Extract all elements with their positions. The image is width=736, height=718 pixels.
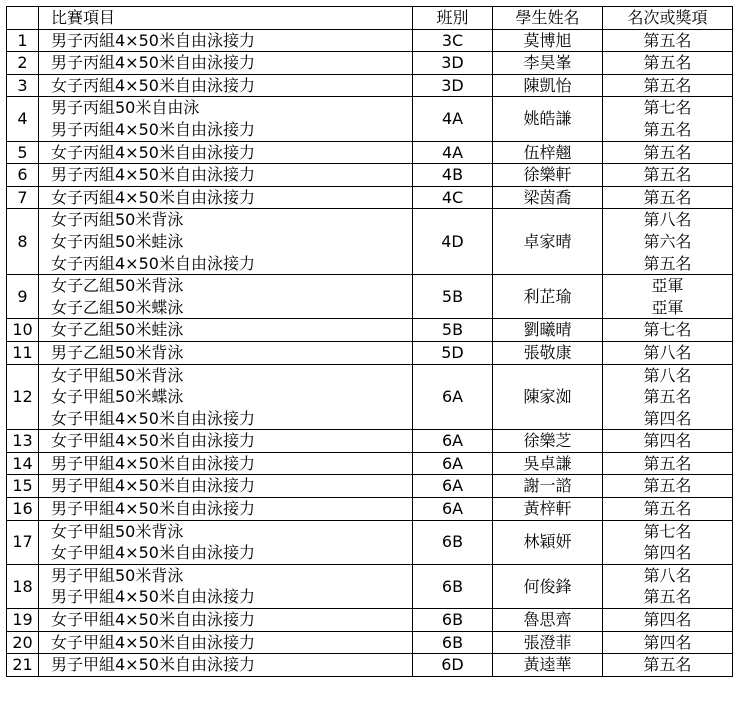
class-cell: 5D — [413, 341, 493, 364]
header-class: 班別 — [413, 7, 493, 30]
student-name-cell: 陳家洳 — [493, 364, 603, 430]
class-cell: 6B — [413, 609, 493, 632]
award-cell — [603, 52, 733, 75]
student-name-cell: 姚皓謙 — [493, 97, 603, 141]
event-cell — [39, 186, 413, 209]
class-cell: 3C — [413, 29, 493, 52]
student-name-cell: 李昊峯 — [493, 52, 603, 75]
table-row — [7, 631, 733, 654]
class-cell: 6A — [413, 452, 493, 475]
class-cell: 3D — [413, 52, 493, 75]
event-cell — [39, 631, 413, 654]
event-cell — [39, 452, 413, 475]
award-line: 第五名 — [643, 499, 692, 519]
class-cell: 6A — [413, 364, 493, 430]
event-cell — [39, 29, 413, 52]
award-line: 第四名 — [643, 408, 692, 428]
award-cell — [603, 164, 733, 187]
award-line: 第五名 — [643, 655, 692, 675]
student-name-cell: 林穎妍 — [493, 520, 603, 564]
row-number: 18 — [7, 564, 39, 608]
award-cell — [603, 209, 733, 275]
event-cell — [39, 74, 413, 97]
award-cell — [603, 430, 733, 453]
student-name-cell: 卓家晴 — [493, 209, 603, 275]
event-line: 女子乙組50米背泳 — [51, 276, 184, 296]
row-number: 11 — [7, 341, 39, 364]
award-cell — [603, 97, 733, 141]
results-table — [6, 6, 733, 677]
event-cell — [39, 209, 413, 275]
event-line: 男子甲組4×50米自由泳接力 — [51, 499, 255, 519]
row-number: 16 — [7, 498, 39, 521]
header-award: 名次或獎項 — [603, 7, 733, 30]
award-line: 第八名 — [643, 565, 692, 585]
event-cell — [39, 654, 413, 677]
class-cell: 6B — [413, 631, 493, 654]
table-row — [7, 452, 733, 475]
award-cell — [603, 475, 733, 498]
table-row — [7, 341, 733, 364]
table-row — [7, 654, 733, 677]
table-row — [7, 364, 733, 430]
student-name-cell: 莫博旭 — [493, 29, 603, 52]
table-row — [7, 498, 733, 521]
row-number: 14 — [7, 452, 39, 475]
award-line: 第四名 — [643, 431, 692, 451]
header-row — [7, 7, 733, 30]
class-cell: 6D — [413, 654, 493, 677]
award-line: 第五名 — [643, 187, 692, 207]
row-number: 7 — [7, 186, 39, 209]
award-line: 第七名 — [643, 521, 692, 541]
row-number: 13 — [7, 430, 39, 453]
event-line: 女子丙組4×50米自由泳接力 — [51, 253, 255, 273]
student-name-cell: 陳凱怡 — [493, 74, 603, 97]
class-cell: 5B — [413, 275, 493, 319]
row-number: 8 — [7, 209, 39, 275]
award-line: 第五名 — [643, 53, 692, 73]
award-line: 第六名 — [643, 231, 692, 251]
row-number: 12 — [7, 364, 39, 430]
award-line: 亞軍 — [651, 297, 684, 317]
table-row — [7, 319, 733, 342]
award-line: 第七名 — [643, 320, 692, 340]
award-cell — [603, 631, 733, 654]
student-name-cell: 徐樂軒 — [493, 164, 603, 187]
event-cell — [39, 564, 413, 608]
student-name-cell: 黃逵華 — [493, 654, 603, 677]
award-cell — [603, 364, 733, 430]
award-cell — [603, 29, 733, 52]
student-name-cell: 利芷瑜 — [493, 275, 603, 319]
event-cell — [39, 275, 413, 319]
award-line: 第八名 — [643, 365, 692, 385]
award-line: 第五名 — [643, 30, 692, 50]
event-cell — [39, 364, 413, 430]
student-name-cell: 徐樂芝 — [493, 430, 603, 453]
row-number: 20 — [7, 631, 39, 654]
event-cell — [39, 475, 413, 498]
table-row — [7, 29, 733, 52]
award-line: 第五名 — [643, 75, 692, 95]
row-number: 10 — [7, 319, 39, 342]
event-line: 女子甲組50米蝶泳 — [51, 387, 184, 407]
row-number: 21 — [7, 654, 39, 677]
class-cell: 5B — [413, 319, 493, 342]
event-cell — [39, 319, 413, 342]
row-number: 9 — [7, 275, 39, 319]
table-row — [7, 52, 733, 75]
award-cell — [603, 341, 733, 364]
event-line: 女子甲組4×50米自由泳接力 — [51, 543, 255, 563]
award-line: 第八名 — [643, 342, 692, 362]
table-row — [7, 564, 733, 608]
class-cell: 4C — [413, 186, 493, 209]
table-row — [7, 275, 733, 319]
event-line: 女子丙組4×50米自由泳接力 — [51, 75, 255, 95]
award-line: 第四名 — [643, 632, 692, 652]
class-cell: 4B — [413, 164, 493, 187]
student-name-cell: 謝一諮 — [493, 475, 603, 498]
event-line: 男子丙組4×50米自由泳接力 — [51, 165, 255, 185]
award-cell — [603, 609, 733, 632]
header-event: 比賽項目 — [39, 7, 413, 30]
student-name-cell: 吳卓謙 — [493, 452, 603, 475]
event-line: 男子丙組50米自由泳 — [51, 98, 200, 118]
award-line: 亞軍 — [651, 276, 684, 296]
row-number: 2 — [7, 52, 39, 75]
event-line: 男子甲組4×50米自由泳接力 — [51, 587, 255, 607]
award-line: 第五名 — [643, 387, 692, 407]
event-line: 女子甲組50米背泳 — [51, 365, 184, 385]
class-cell: 3D — [413, 74, 493, 97]
award-cell — [603, 74, 733, 97]
award-line: 第四名 — [643, 610, 692, 630]
table-row — [7, 520, 733, 564]
student-name-cell: 何俊鋒 — [493, 564, 603, 608]
row-number: 6 — [7, 164, 39, 187]
event-cell — [39, 164, 413, 187]
class-cell: 4A — [413, 141, 493, 164]
event-line: 女子甲組4×50米自由泳接力 — [51, 431, 255, 451]
award-cell — [603, 564, 733, 608]
event-line: 女子甲組50米背泳 — [51, 521, 184, 541]
award-line: 第五名 — [643, 253, 692, 273]
event-line: 男子甲組4×50米自由泳接力 — [51, 655, 255, 675]
class-cell: 4A — [413, 97, 493, 141]
event-cell — [39, 341, 413, 364]
award-line: 第七名 — [643, 98, 692, 118]
row-number: 19 — [7, 609, 39, 632]
class-cell: 6B — [413, 564, 493, 608]
header-no — [7, 7, 39, 30]
row-number: 4 — [7, 97, 39, 141]
student-name-cell: 伍梓翹 — [493, 141, 603, 164]
award-line: 第五名 — [643, 165, 692, 185]
student-name-cell: 梁茵喬 — [493, 186, 603, 209]
event-cell — [39, 97, 413, 141]
event-line: 女子甲組4×50米自由泳接力 — [51, 610, 255, 630]
table-row — [7, 609, 733, 632]
header-name: 學生姓名 — [493, 7, 603, 30]
table-row — [7, 209, 733, 275]
event-line: 男子丙組4×50米自由泳接力 — [51, 30, 255, 50]
table-body — [7, 29, 733, 676]
event-line: 女子丙組50米蛙泳 — [51, 231, 184, 251]
table-row — [7, 74, 733, 97]
award-line: 第五名 — [643, 476, 692, 496]
award-line: 第五名 — [643, 142, 692, 162]
event-cell — [39, 52, 413, 75]
event-cell — [39, 430, 413, 453]
event-cell — [39, 141, 413, 164]
student-name-cell: 張敬康 — [493, 341, 603, 364]
event-line: 男子甲組4×50米自由泳接力 — [51, 476, 255, 496]
row-number: 5 — [7, 141, 39, 164]
class-cell: 6B — [413, 520, 493, 564]
table-row — [7, 164, 733, 187]
award-line: 第五名 — [643, 587, 692, 607]
event-line: 男子乙組50米背泳 — [51, 342, 184, 362]
award-cell — [603, 319, 733, 342]
award-line: 第五名 — [643, 453, 692, 473]
event-cell — [39, 609, 413, 632]
table-row — [7, 475, 733, 498]
event-line: 男子甲組50米背泳 — [51, 565, 184, 585]
class-cell: 4D — [413, 209, 493, 275]
event-line: 女子丙組50米背泳 — [51, 210, 184, 230]
award-cell — [603, 186, 733, 209]
table-row — [7, 97, 733, 141]
event-line: 女子乙組50米蝶泳 — [51, 297, 184, 317]
event-cell — [39, 520, 413, 564]
student-name-cell: 張澄菲 — [493, 631, 603, 654]
award-line: 第八名 — [643, 210, 692, 230]
award-cell — [603, 275, 733, 319]
award-cell — [603, 498, 733, 521]
award-cell — [603, 654, 733, 677]
row-number: 17 — [7, 520, 39, 564]
row-number: 15 — [7, 475, 39, 498]
row-number: 1 — [7, 29, 39, 52]
event-line: 男子丙組4×50米自由泳接力 — [51, 53, 255, 73]
student-name-cell: 黃梓軒 — [493, 498, 603, 521]
award-line: 第四名 — [643, 543, 692, 563]
award-cell — [603, 520, 733, 564]
event-line: 女子丙組4×50米自由泳接力 — [51, 142, 255, 162]
award-line: 第五名 — [643, 119, 692, 139]
event-line: 女子丙組4×50米自由泳接力 — [51, 187, 255, 207]
class-cell: 6A — [413, 498, 493, 521]
student-name-cell: 劉曦晴 — [493, 319, 603, 342]
event-line: 女子甲組4×50米自由泳接力 — [51, 408, 255, 428]
student-name-cell: 魯思齊 — [493, 609, 603, 632]
award-cell — [603, 452, 733, 475]
event-cell — [39, 498, 413, 521]
class-cell: 6A — [413, 430, 493, 453]
class-cell: 6A — [413, 475, 493, 498]
event-line: 男子丙組4×50米自由泳接力 — [51, 119, 255, 139]
table-row — [7, 430, 733, 453]
award-cell — [603, 141, 733, 164]
event-line: 男子甲組4×50米自由泳接力 — [51, 453, 255, 473]
table-row — [7, 141, 733, 164]
table-row — [7, 186, 733, 209]
event-line: 女子甲組4×50米自由泳接力 — [51, 632, 255, 652]
event-line: 女子乙組50米蛙泳 — [51, 320, 184, 340]
row-number: 3 — [7, 74, 39, 97]
